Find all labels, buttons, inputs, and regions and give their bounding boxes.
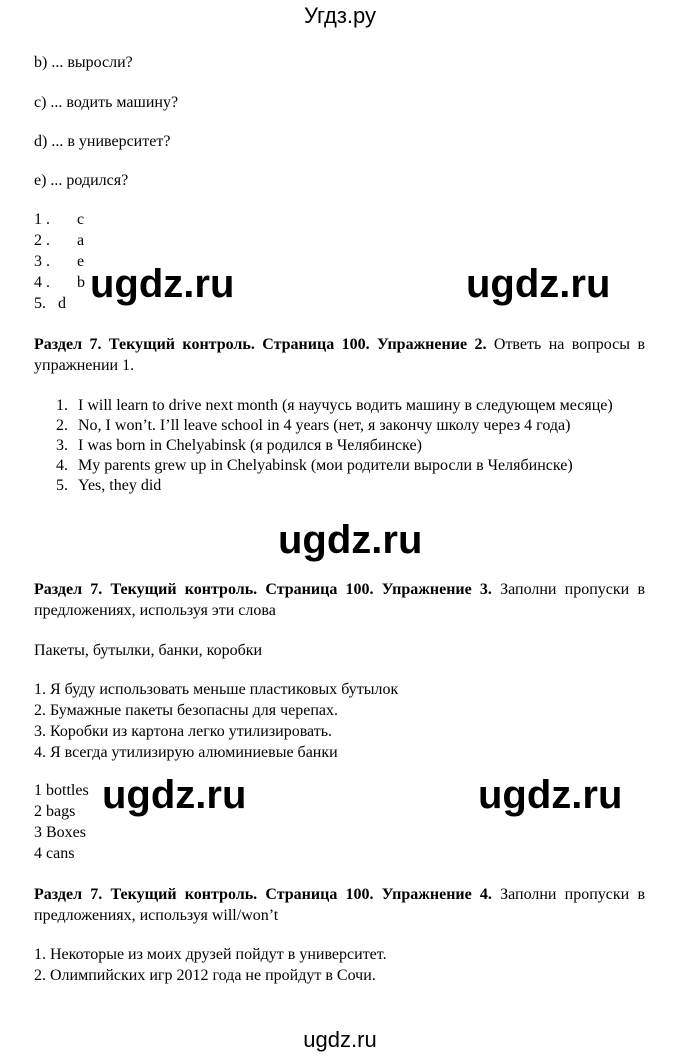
ex3-word-bank: Пакеты, бутылки, банки, коробки (34, 642, 263, 659)
question-b: b) ... выросли? (34, 54, 133, 71)
watermark: ugdz.ru (278, 518, 423, 562)
ex2-answers-list (56, 396, 645, 496)
list-item (56, 456, 645, 476)
list-item (56, 476, 645, 496)
list-item (56, 416, 645, 436)
list-item (56, 396, 645, 416)
list-item-text: My parents grew up in Chelyabinsk (мои родители выросли в Челябинске) (78, 457, 573, 474)
ex3-answer-2: 2 bags (34, 803, 76, 820)
match-letter-3: e (77, 253, 85, 270)
match-letter-4: b (77, 274, 85, 291)
list-item-text: I was born in Chelyabinsk (я родился в Челябинске) (78, 437, 422, 454)
match-num-1: 1 . (34, 211, 50, 228)
watermark: ugdz.ru (466, 262, 611, 306)
ex3-answer-1: 1 bottles (34, 782, 89, 799)
question-d: d) ... в университет? (34, 133, 171, 150)
ex3-answer-3: 3 Boxes (34, 824, 86, 841)
list-item-number: 2. (56, 417, 68, 434)
list-item (56, 436, 645, 456)
ex4-sentence-1: 1. Некоторые из моих друзей пойдут в университет. (34, 946, 387, 963)
site-header: Угдз.ру (303, 3, 377, 28)
watermark: ugdz.ru (478, 773, 623, 817)
ex3-heading-paragraph (34, 579, 645, 621)
ex3-sentence-2: 2. Бумажные пакеты безопасны для черепах. (34, 702, 338, 719)
site-footer: ugdz.ru (303, 1027, 377, 1052)
match-num-5: 5. (34, 295, 46, 312)
list-item-text: No, I won’t. I’ll leave school in 4 years (нет, я закончу школу через 4 года) (78, 417, 571, 434)
match-letter-1: c (77, 211, 85, 228)
ex3-sentence-4: 4. Я всегда утилизирую алюминиевые банки (34, 744, 338, 761)
match-num-3: 3 . (34, 253, 50, 270)
question-e: e) ... родился? (34, 172, 129, 189)
match-num-2: 2 . (34, 232, 50, 249)
ex2-heading: Раздел 7. Текущий контроль. Страница 100. Упражнение 2. (34, 336, 487, 353)
list-item-text: Yes, they did (78, 477, 162, 494)
match-letter-2: a (77, 232, 85, 249)
ex3-task: Заполни пропуски в предложениях, используя эти слова (34, 581, 645, 619)
ex3-sentence-3: 3. Коробки из картона легко утилизировать. (34, 723, 333, 740)
list-item-number: 5. (56, 477, 68, 494)
ex4-task: Заполни пропуски в предложениях, используя will/won’t (34, 886, 645, 924)
ex4-heading: Раздел 7. Текущий контроль. Страница 100. Упражнение 4. (34, 886, 492, 903)
ex4-heading-paragraph (34, 884, 645, 926)
ex2-heading-paragraph (34, 334, 645, 376)
watermark: ugdz.ru (102, 773, 247, 817)
list-item-number: 4. (56, 457, 68, 474)
ex3-answer-4: 4 cans (34, 845, 75, 862)
ex2-task: Ответь на вопросы в упражнении 1. (34, 336, 646, 374)
match-letter-5: d (58, 295, 66, 312)
list-item-number: 3. (56, 437, 68, 454)
ex3-heading: Раздел 7. Текущий контроль. Страница 100. Упражнение 3. (34, 581, 492, 598)
list-item-text: I will learn to drive next month (я научусь водить машину в следующем месяце) (78, 397, 613, 414)
match-num-4: 4 . (34, 274, 50, 291)
ex3-sentence-1: 1. Я буду использовать меньше пластиковых бутылок (34, 681, 399, 698)
watermark: ugdz.ru (90, 262, 235, 306)
question-c: c) ... водить машину? (34, 94, 179, 111)
ex4-sentence-2: 2. Олимпийских игр 2012 года не пройдут в Сочи. (34, 967, 376, 984)
list-item-number: 1. (56, 397, 68, 414)
